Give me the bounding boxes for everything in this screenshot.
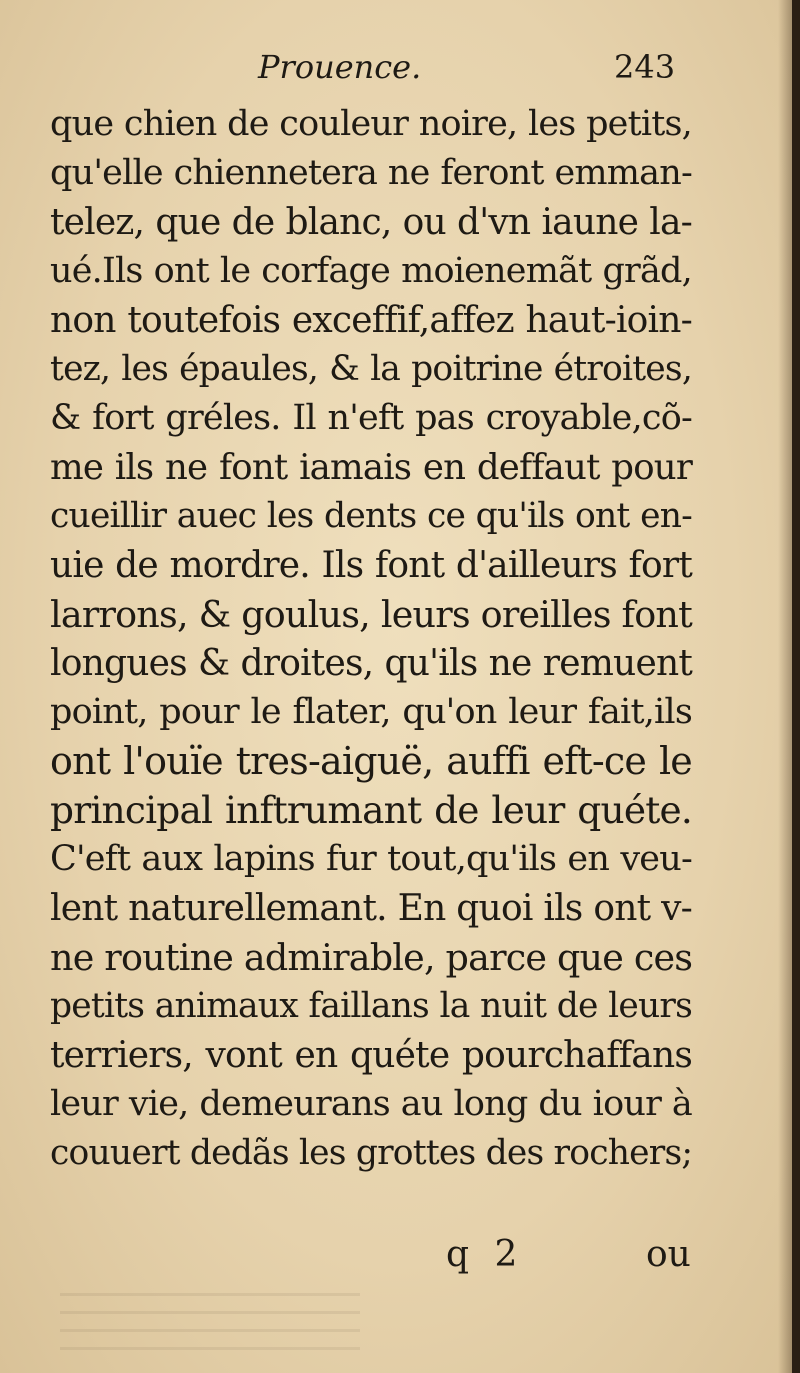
text-line: uie de mordre. Ils font d'ailleurs fort [50,545,692,586]
page-number: 243 [614,48,676,86]
text-line: ont l'ouïe tres-aiguë, auffi eft-ce le [50,739,692,783]
text-line: petits animaux faillans la nuit de leurs [50,986,692,1026]
text-line: principal inftrumant de leur quéte. [50,788,692,832]
text-line: me ils ne font iamais en deffaut pour [50,447,692,488]
text-line: cueillir auec les dents ce qu'ils ont en- [50,496,692,536]
text-line: larrons, & goulus, leurs oreilles font [50,593,692,636]
text-line: couuert dedãs les grottes des rochers; [50,1133,693,1173]
catchword: ou [646,1234,691,1275]
text-line: point, pour le flater, qu'on leur fait,ils [50,692,692,732]
text-line: longues & droites, qu'ils ne remuent [50,643,692,684]
text-line: C'eft aux lapins fur tout,qu'ils en veu- [50,839,692,879]
text-line: que chien de couleur noire, les petits, [50,104,692,144]
text-line: terriers, vont en quéte pourchaffans [50,1035,692,1076]
text-line: ué.Ils ont le corfage moienemãt grãd, [50,251,692,291]
text-line: tez, les épaules, & la poitrine étroites, [50,349,692,389]
text-line: non toutefois exceffif,affez haut-ioin- [50,300,692,341]
text-line: ne routine admirable, parce que ces [50,936,693,979]
body-text [50,100,692,1178]
show-through-texture [60,1290,360,1350]
text-line: leur vie, demeurans au long du iour à [50,1084,692,1124]
text-line: lent naturellemant. En quoi ils ont v- [50,888,692,929]
page-footer [0,1230,792,1280]
text-line: & fort gréles. Il n'eft pas croyable,cõ- [50,398,692,438]
page-header [0,42,792,92]
running-title: Prouence. [258,48,422,86]
signature-mark: q 2 [446,1234,518,1275]
text-line: telez, que de blanc, ou d'vn iaune la- [50,202,692,243]
text-line: qu'elle chiennetera ne feront emman- [50,153,692,193]
